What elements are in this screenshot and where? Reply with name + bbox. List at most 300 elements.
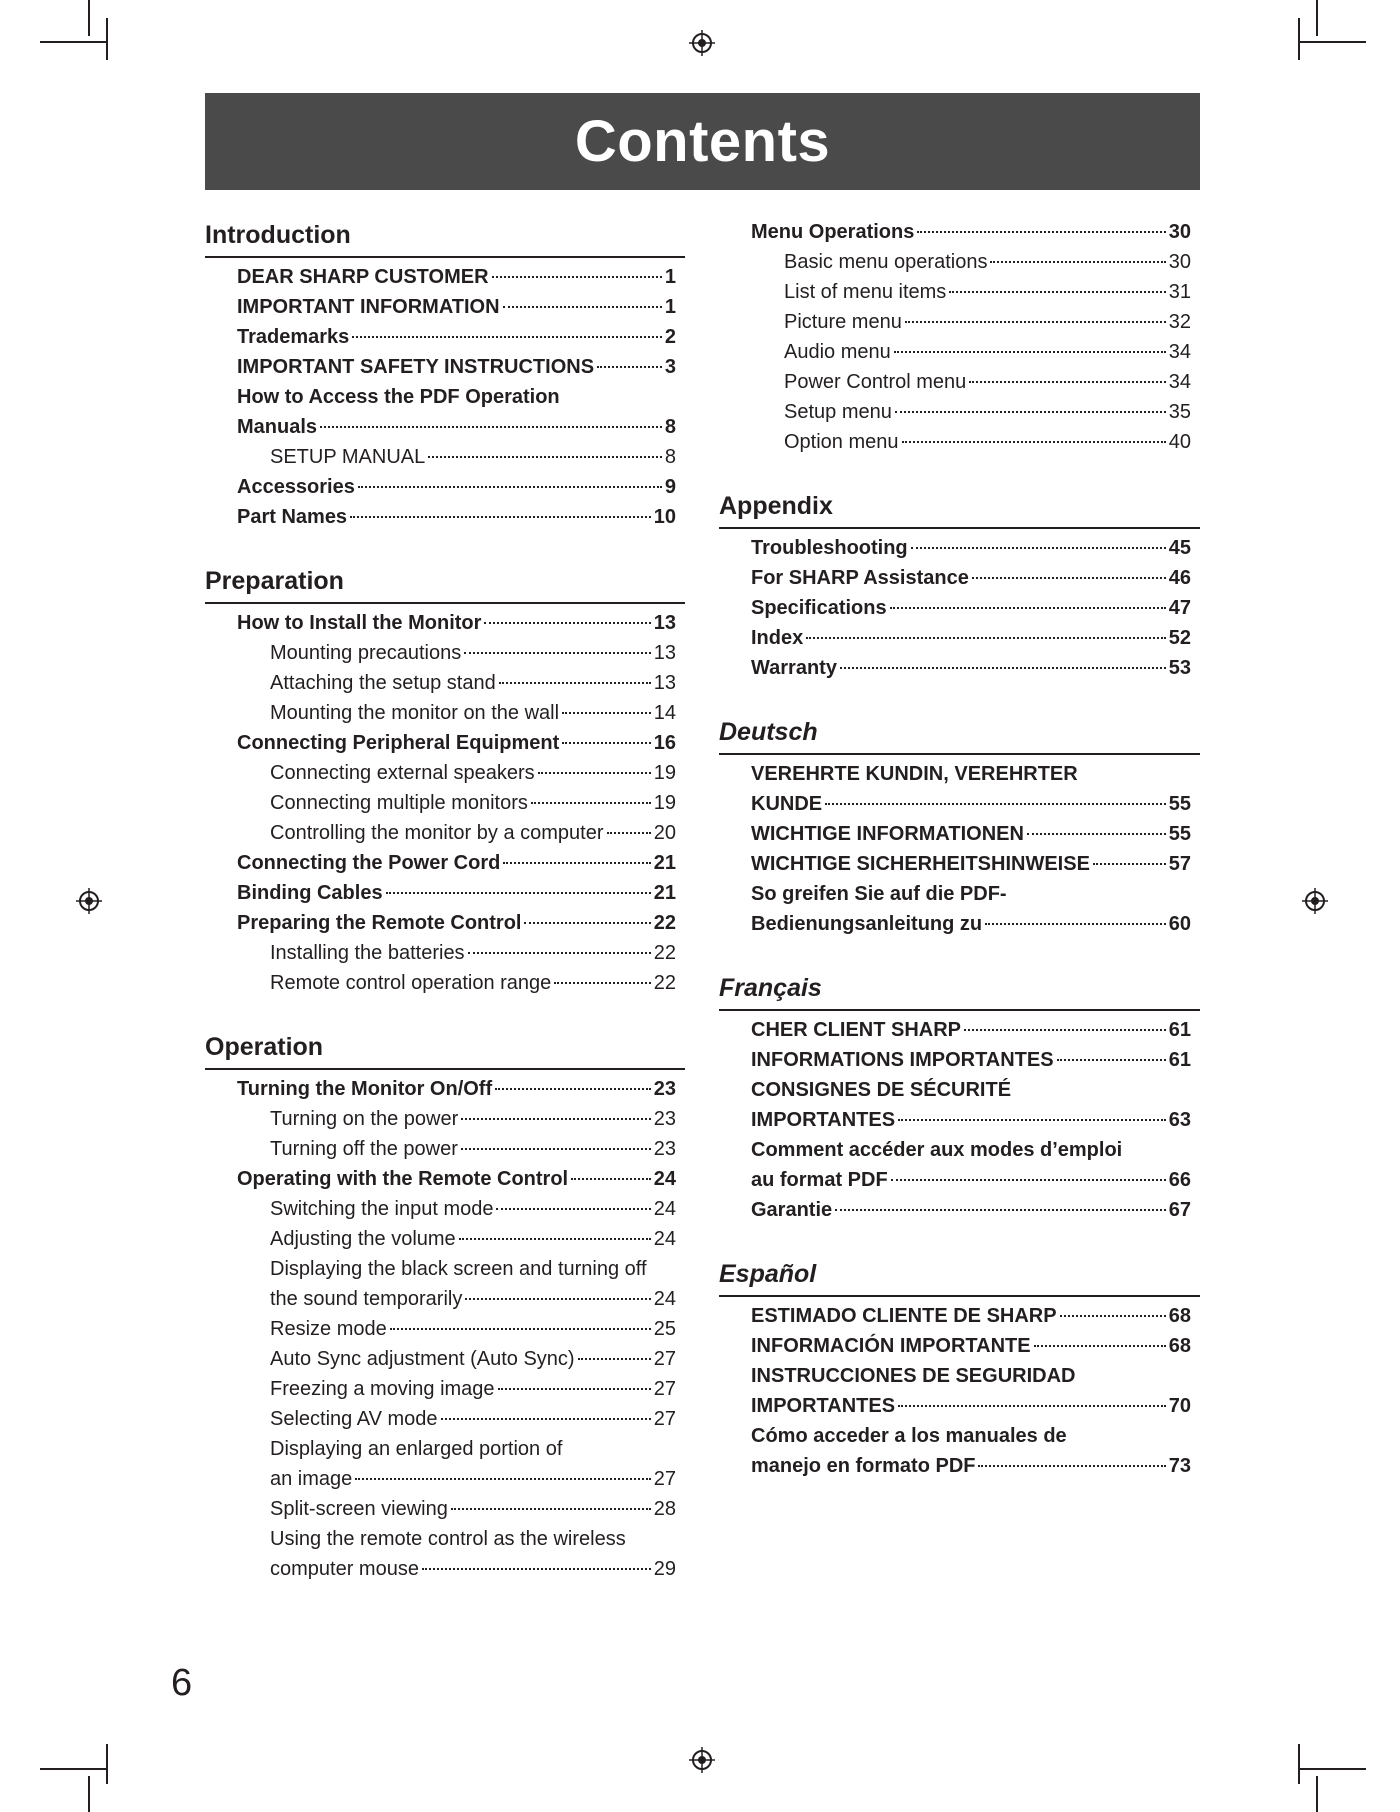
dot-leader [320, 426, 662, 428]
toc-entry-title: Installing the batteries [270, 942, 465, 964]
toc-entry-page: 45 [1168, 537, 1191, 559]
toc-entry-page: 27 [653, 1378, 676, 1400]
dot-leader [835, 1209, 1166, 1211]
toc-section [719, 491, 1200, 683]
section-heading: Español [719, 1259, 1200, 1297]
crop-mark [1298, 18, 1300, 60]
page-number: 6 [171, 1662, 193, 1704]
dot-leader [428, 456, 662, 458]
toc-entry-page: 24 [653, 1198, 676, 1220]
dot-leader [390, 1328, 651, 1330]
toc-entry-title: the sound temporarily [270, 1288, 463, 1310]
toc-entry-title: Adjusting the volume [270, 1228, 456, 1250]
dot-leader [531, 802, 651, 804]
dot-leader [350, 516, 651, 518]
toc-entry-title: SETUP MANUAL [270, 446, 426, 468]
dot-leader [524, 922, 650, 924]
toc-left-column [205, 220, 685, 1618]
registration-mark-icon [689, 30, 715, 56]
toc-entry[interactable] [205, 758, 685, 788]
toc-entry[interactable] [719, 307, 1200, 337]
dot-leader [917, 231, 1165, 233]
toc-entry[interactable] [719, 397, 1200, 427]
toc-entry-page: 23 [653, 1138, 676, 1160]
toc-entry-page: 30 [1168, 221, 1191, 243]
toc-entry[interactable] [205, 608, 685, 638]
toc-entry[interactable] [719, 623, 1200, 653]
toc-entry[interactable] [205, 1524, 685, 1554]
toc-entry-page: 14 [653, 702, 676, 724]
dot-leader [1057, 1059, 1166, 1061]
dot-leader [1034, 1345, 1166, 1347]
toc-entry-list [719, 533, 1200, 683]
dot-leader [969, 381, 1165, 383]
toc-entry[interactable] [205, 1464, 685, 1494]
toc-entry[interactable] [205, 1314, 685, 1344]
toc-entry[interactable] [719, 367, 1200, 397]
toc-entry[interactable] [719, 819, 1200, 849]
toc-entry[interactable] [205, 382, 685, 412]
crop-mark [1316, 1776, 1318, 1812]
toc-entry-title: IMPORTANT INFORMATION [237, 296, 500, 318]
toc-entry-page: 31 [1168, 281, 1191, 303]
toc-entry-title: Switching the input mode [270, 1198, 494, 1220]
toc-entry[interactable] [205, 698, 685, 728]
toc-entry[interactable] [205, 292, 685, 322]
toc-entry[interactable] [719, 1135, 1200, 1165]
toc-entry-title: Option menu [784, 431, 899, 453]
toc-entry-page: 9 [664, 476, 676, 498]
toc-entry-page: 22 [653, 912, 676, 934]
toc-entry[interactable] [719, 277, 1200, 307]
toc-entry-page: 46 [1168, 567, 1191, 589]
toc-entry-title: Mounting the monitor on the wall [270, 702, 560, 724]
toc-entry-page: 34 [1168, 341, 1191, 363]
toc-entry-title: Index [751, 627, 804, 649]
toc-entry-title: CHER CLIENT SHARP [751, 1019, 962, 1041]
toc-entry-title: IMPORTANTES [751, 1109, 896, 1131]
toc-section [205, 1032, 685, 1584]
toc-entry-page: 16 [653, 732, 676, 754]
toc-entry-page: 23 [653, 1108, 676, 1130]
toc-entry-title: Warranty [751, 657, 837, 679]
toc-entry-title: WICHTIGE INFORMATIONEN [751, 823, 1024, 845]
toc-entry-title: Attaching the setup stand [270, 672, 496, 694]
toc-entry-title: Part Names [237, 506, 348, 528]
toc-entry-title: Turning off the power [270, 1138, 458, 1160]
dot-leader [1060, 1315, 1166, 1317]
toc-entry-page: 55 [1168, 823, 1191, 845]
toc-entry-page: 53 [1168, 657, 1191, 679]
toc-entry-page: 57 [1168, 853, 1191, 875]
dot-leader [911, 547, 1166, 549]
toc-entry-title: Remote control operation range [270, 972, 552, 994]
toc-entry[interactable] [205, 1284, 685, 1314]
toc-entry-list [205, 608, 685, 998]
toc-entry[interactable] [205, 1254, 685, 1284]
toc-entry-title: Setup menu [784, 401, 892, 423]
toc-entry-title: manejo en formato PDF [751, 1455, 976, 1477]
toc-entry-title: Manuals [237, 416, 318, 438]
toc-entry[interactable] [205, 262, 685, 292]
toc-entry-title: Controlling the monitor by a computer [270, 822, 604, 844]
toc-entry-page: 29 [653, 1558, 676, 1580]
toc-section [719, 217, 1200, 457]
toc-entry[interactable] [719, 1421, 1200, 1451]
toc-entry-title: Basic menu operations [784, 251, 988, 273]
toc-entry-title: ESTIMADO CLIENTE DE SHARP [751, 1305, 1057, 1327]
dot-leader [806, 637, 1166, 639]
toc-entry[interactable] [719, 337, 1200, 367]
dot-leader [898, 1405, 1166, 1407]
toc-entry-title: VEREHRTE KUNDIN, VEREHRTER [751, 763, 1078, 785]
crop-mark [1298, 1768, 1366, 1770]
toc-entry-title: Connecting multiple monitors [270, 792, 528, 814]
toc-entry-page: 21 [653, 852, 676, 874]
toc-entry-title: INSTRUCCIONES DE SEGURIDAD [751, 1365, 1076, 1387]
dot-leader [562, 742, 650, 744]
dot-leader [972, 577, 1166, 579]
toc-section [719, 717, 1200, 939]
dot-leader [554, 982, 650, 984]
toc-entry-page: 55 [1168, 793, 1191, 815]
toc-entry-title: For SHARP Assistance [751, 567, 969, 589]
page-title: Contents [574, 109, 831, 174]
toc-entry-title: Connecting Peripheral Equipment [237, 732, 560, 754]
section-heading: Deutsch [719, 717, 1200, 755]
toc-entry-title: Selecting AV mode [270, 1408, 438, 1430]
toc-entry[interactable] [205, 322, 685, 352]
crop-mark [1298, 1744, 1300, 1784]
toc-entry-title: Picture menu [784, 311, 902, 333]
toc-entry-list [719, 759, 1200, 939]
toc-entry-title: Operating with the Remote Control [237, 1168, 569, 1190]
toc-entry-page: 22 [653, 942, 676, 964]
toc-entry-title: Auto Sync adjustment (Auto Sync) [270, 1348, 575, 1370]
crop-mark [1316, 0, 1318, 36]
toc-entry[interactable] [719, 217, 1200, 247]
toc-entry-title: How to Install the Monitor [237, 612, 482, 634]
dot-leader [422, 1568, 651, 1570]
toc-entry-title: Bedienungsanleitung zu [751, 913, 983, 935]
toc-entry-title: Binding Cables [237, 882, 383, 904]
toc-entry-page: 1 [664, 266, 676, 288]
toc-entry-page: 28 [653, 1498, 676, 1520]
toc-entry[interactable] [719, 247, 1200, 277]
toc-entry-page: 32 [1168, 311, 1191, 333]
toc-entry-page: 20 [653, 822, 676, 844]
toc-entry-page: 34 [1168, 371, 1191, 393]
toc-entry-page: 24 [653, 1228, 676, 1250]
toc-entry-title: Turning on the power [270, 1108, 459, 1130]
toc-entry-page: 24 [653, 1288, 676, 1310]
toc-entry-title: KUNDE [751, 793, 823, 815]
toc-entry-title: Specifications [751, 597, 887, 619]
toc-entry-title: an image [270, 1468, 353, 1490]
toc-entry-page: 70 [1168, 1395, 1191, 1417]
toc-entry-title: List of menu items [784, 281, 947, 303]
toc-entry-title: Comment accéder aux modes d’emploi [751, 1139, 1123, 1161]
dot-leader [465, 1298, 650, 1300]
toc-entry[interactable] [719, 909, 1200, 939]
toc-entry-list [205, 1074, 685, 1584]
toc-entry[interactable] [719, 593, 1200, 623]
toc-entry-page: 13 [653, 672, 676, 694]
toc-entry[interactable] [205, 1494, 685, 1524]
toc-entry-list [719, 1015, 1200, 1225]
toc-entry-page: 35 [1168, 401, 1191, 423]
toc-entry[interactable] [205, 908, 685, 938]
dot-leader [978, 1465, 1165, 1467]
toc-entry[interactable] [205, 728, 685, 758]
toc-entry-page: 61 [1168, 1019, 1191, 1041]
toc-entry[interactable] [719, 789, 1200, 819]
dot-leader [459, 1238, 651, 1240]
dot-leader [1093, 863, 1166, 865]
toc-entry-title: Mounting precautions [270, 642, 462, 664]
toc-entry[interactable] [719, 1195, 1200, 1225]
registration-mark-icon [76, 888, 102, 914]
toc-entry-page: 67 [1168, 1199, 1191, 1221]
toc-entry[interactable] [719, 1165, 1200, 1195]
toc-entry-page: 30 [1168, 251, 1191, 273]
toc-entry[interactable] [205, 1194, 685, 1224]
toc-entry-title: au format PDF [751, 1169, 888, 1191]
contents-banner [205, 93, 1200, 190]
toc-right-column [719, 217, 1200, 1515]
dot-leader [597, 366, 662, 368]
toc-entry-title: Using the remote control as the wireless [270, 1528, 626, 1550]
toc-entry-title: Trademarks [237, 326, 350, 348]
dot-leader [985, 923, 1166, 925]
toc-entry-title: Audio menu [784, 341, 891, 363]
toc-entry[interactable] [719, 759, 1200, 789]
dot-leader [352, 336, 662, 338]
toc-entry[interactable] [205, 1134, 685, 1164]
toc-entry-page: 23 [653, 1078, 676, 1100]
dot-leader [571, 1178, 651, 1180]
toc-entry-page: 25 [653, 1318, 676, 1340]
dot-leader [890, 607, 1166, 609]
toc-entry[interactable] [719, 653, 1200, 683]
toc-entry-title: IMPORTANTES [751, 1395, 896, 1417]
crop-mark [40, 41, 107, 43]
toc-entry-page: 61 [1168, 1049, 1191, 1071]
dot-leader [498, 1388, 651, 1390]
toc-entry[interactable] [205, 938, 685, 968]
toc-entry-title: Displaying the black screen and turning off [270, 1258, 647, 1280]
dot-leader [358, 486, 662, 488]
toc-entry-title: INFORMATIONS IMPORTANTES [751, 1049, 1054, 1071]
toc-entry[interactable] [719, 1045, 1200, 1075]
dot-leader [1027, 833, 1166, 835]
toc-entry[interactable] [205, 442, 685, 472]
toc-entry-page: 3 [664, 356, 676, 378]
dot-leader [386, 892, 651, 894]
toc-entry-title: Connecting external speakers [270, 762, 535, 784]
dot-leader [495, 1088, 651, 1090]
dot-leader [441, 1418, 651, 1420]
dot-leader [949, 291, 1165, 293]
toc-entry-page: 19 [653, 762, 676, 784]
toc-entry[interactable] [205, 502, 685, 532]
toc-entry[interactable] [719, 1015, 1200, 1045]
toc-entry-page: 10 [653, 506, 676, 528]
dot-leader [464, 652, 651, 654]
section-heading: Appendix [719, 491, 1200, 529]
toc-entry-title: Connecting the Power Cord [237, 852, 501, 874]
toc-entry[interactable] [205, 878, 685, 908]
dot-leader [964, 1029, 1166, 1031]
toc-section [205, 220, 685, 532]
section-heading: Français [719, 973, 1200, 1011]
toc-entry-list [205, 262, 685, 532]
dot-leader [496, 1208, 650, 1210]
dot-leader [484, 622, 650, 624]
toc-entry-title: Turning the Monitor On/Off [237, 1078, 493, 1100]
toc-entry[interactable] [719, 1075, 1200, 1105]
toc-entry-title: Menu Operations [751, 221, 915, 243]
toc-entry[interactable] [205, 1344, 685, 1374]
dot-leader [451, 1508, 651, 1510]
crop-mark [1298, 41, 1366, 43]
toc-entry-page: 40 [1168, 431, 1191, 453]
toc-entry-page: 47 [1168, 597, 1191, 619]
toc-entry[interactable] [205, 1554, 685, 1584]
toc-entry-title: How to Access the PDF Operation [237, 386, 560, 408]
toc-entry[interactable] [205, 968, 685, 998]
toc-entry-title: Accessories [237, 476, 355, 498]
toc-entry[interactable] [205, 1434, 685, 1464]
toc-entry-title: Split-screen viewing [270, 1498, 448, 1520]
toc-entry[interactable] [205, 412, 685, 442]
toc-entry-title: Power Control menu [784, 371, 967, 393]
toc-entry-page: 13 [653, 612, 676, 634]
toc-entry[interactable] [719, 1105, 1200, 1135]
toc-entry-title: IMPORTANT SAFETY INSTRUCTIONS [237, 356, 595, 378]
toc-entry-title: Resize mode [270, 1318, 387, 1340]
toc-entry[interactable] [205, 818, 685, 848]
toc-entry[interactable] [719, 879, 1200, 909]
toc-entry-page: 22 [653, 972, 676, 994]
toc-entry-page: 66 [1168, 1169, 1191, 1191]
crop-mark [106, 1744, 108, 1784]
dot-leader [499, 682, 651, 684]
toc-entry-page: 2 [664, 326, 676, 348]
toc-entry[interactable] [719, 1451, 1200, 1481]
dot-leader [468, 952, 651, 954]
toc-entry-page: 27 [653, 1348, 676, 1370]
toc-entry-page: 68 [1168, 1305, 1191, 1327]
toc-entry[interactable] [205, 1074, 685, 1104]
toc-entry[interactable] [719, 1301, 1200, 1331]
toc-entry-title: Garantie [751, 1199, 833, 1221]
toc-entry[interactable] [719, 563, 1200, 593]
dot-leader [825, 803, 1166, 805]
registration-mark-icon [689, 1747, 715, 1773]
dot-leader [894, 351, 1166, 353]
toc-entry-title: INFORMACIÓN IMPORTANTE [751, 1335, 1031, 1357]
toc-entry-list [719, 1301, 1200, 1481]
dot-leader [562, 712, 651, 714]
toc-entry[interactable] [205, 1104, 685, 1134]
toc-entry[interactable] [205, 352, 685, 382]
toc-entry-title: Displaying an enlarged portion of [270, 1438, 563, 1460]
toc-entry[interactable] [205, 1404, 685, 1434]
toc-entry[interactable] [719, 1391, 1200, 1421]
dot-leader [898, 1119, 1166, 1121]
dot-leader [840, 667, 1166, 669]
toc-entry[interactable] [205, 1224, 685, 1254]
toc-entry-page: 24 [653, 1168, 676, 1190]
toc-entry[interactable] [719, 1331, 1200, 1361]
dot-leader [461, 1148, 651, 1150]
dot-leader [895, 411, 1166, 413]
dot-leader [503, 306, 662, 308]
crop-mark [40, 1768, 107, 1770]
toc-entry-page: 27 [653, 1408, 676, 1430]
toc-section [205, 566, 685, 998]
toc-entry[interactable] [719, 1361, 1200, 1391]
toc-entry-title: Preparing the Remote Control [237, 912, 522, 934]
toc-entry[interactable] [205, 1374, 685, 1404]
dot-leader [905, 321, 1166, 323]
toc-entry-page: 1 [664, 296, 676, 318]
toc-entry[interactable] [205, 638, 685, 668]
toc-entry[interactable] [719, 427, 1200, 457]
toc-entry-title: DEAR SHARP CUSTOMER [237, 266, 489, 288]
toc-entry[interactable] [205, 848, 685, 878]
toc-entry-page: 21 [653, 882, 676, 904]
toc-entry-page: 8 [664, 416, 676, 438]
dot-leader [607, 832, 651, 834]
dot-leader [578, 1358, 651, 1360]
crop-mark [88, 1776, 90, 1812]
toc-entry-title: WICHTIGE SICHERHEITSHINWEISE [751, 853, 1090, 875]
toc-entry[interactable] [719, 849, 1200, 879]
toc-entry[interactable] [205, 1164, 685, 1194]
crop-mark [106, 18, 108, 60]
dot-leader [538, 772, 651, 774]
toc-entry[interactable] [205, 668, 685, 698]
toc-entry-page: 73 [1168, 1455, 1191, 1477]
toc-entry[interactable] [719, 533, 1200, 563]
toc-entry[interactable] [205, 472, 685, 502]
toc-section [719, 1259, 1200, 1481]
toc-entry-page: 27 [653, 1468, 676, 1490]
section-heading: Introduction [205, 220, 685, 258]
toc-entry-title: Cómo acceder a los manuales de [751, 1425, 1067, 1447]
toc-entry-title: Freezing a moving image [270, 1378, 495, 1400]
toc-entry-title: Troubleshooting [751, 537, 908, 559]
toc-entry-page: 63 [1168, 1109, 1191, 1131]
toc-entry-title: CONSIGNES DE SÉCURITÉ [751, 1079, 1012, 1101]
dot-leader [492, 276, 662, 278]
dot-leader [355, 1478, 650, 1480]
toc-entry-list [719, 217, 1200, 457]
toc-entry-page: 13 [653, 642, 676, 664]
toc-section [719, 973, 1200, 1225]
section-heading: Preparation [205, 566, 685, 604]
dot-leader [503, 862, 650, 864]
section-heading: Operation [205, 1032, 685, 1070]
dot-leader [990, 261, 1165, 263]
toc-entry-page: 52 [1168, 627, 1191, 649]
dot-leader [461, 1118, 650, 1120]
crop-mark [88, 0, 90, 36]
dot-leader [891, 1179, 1166, 1181]
toc-entry[interactable] [205, 788, 685, 818]
